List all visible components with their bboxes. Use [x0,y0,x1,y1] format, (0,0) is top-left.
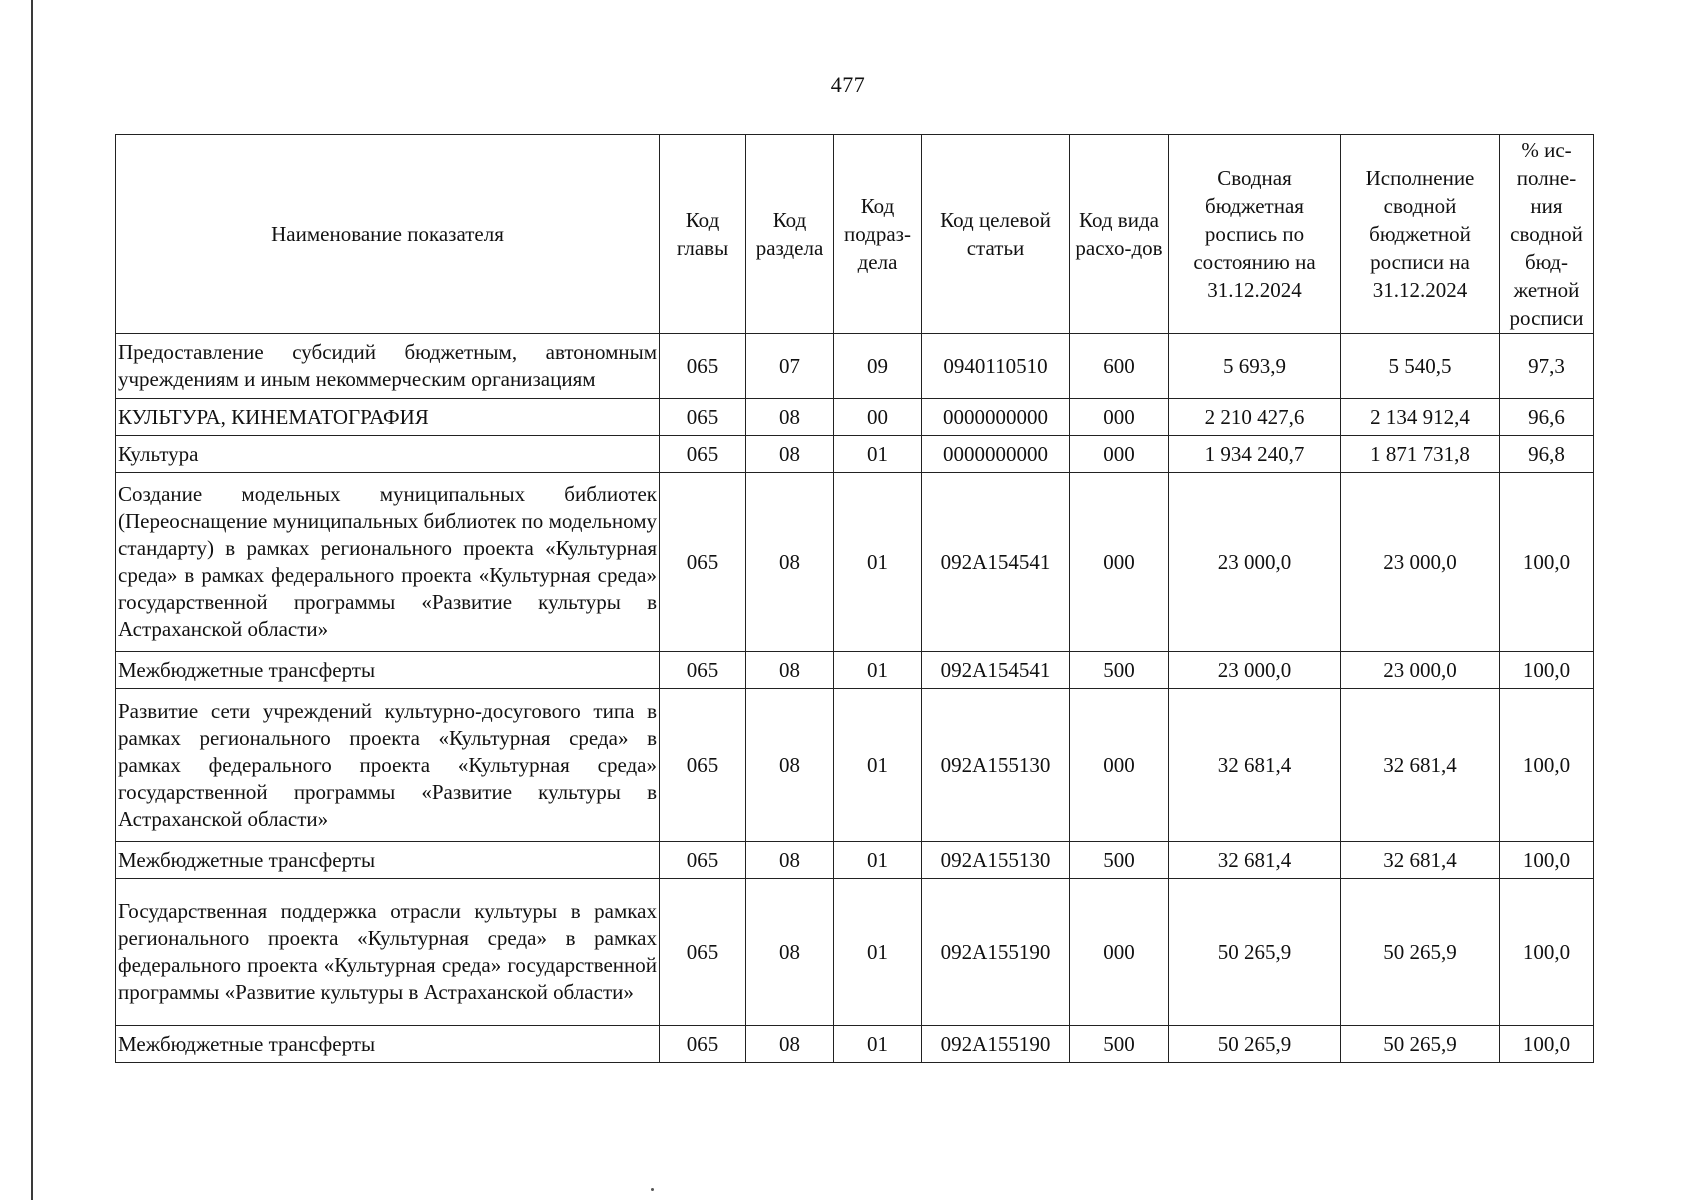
row-budget: 32 681,4 [1169,689,1341,842]
row-type: 600 [1070,334,1169,399]
header-execution: Исполнение сводной бюджетной росписи на 31.12.2024 [1341,135,1500,334]
row-section: 08 [746,842,834,879]
row-budget: 32 681,4 [1169,842,1341,879]
header-subsection-code: Код подраз-дела [834,135,922,334]
table-row [116,399,1594,436]
table-row [116,842,1594,879]
page-number: 477 [830,72,866,97]
header-target-code: Код целевой статьи [922,135,1070,334]
header-name: Наименование показателя [116,135,660,334]
row-name: Межбюджетные трансферты [116,652,660,689]
row-subsection: 01 [834,473,922,652]
row-type: 500 [1070,1026,1169,1063]
row-execution: 1 871 731,8 [1341,436,1500,473]
row-target: 092A155130 [922,689,1070,842]
row-subsection: 01 [834,652,922,689]
header-percent: % ис-полне-ния сводной бюд-жетной росписи [1500,135,1594,334]
row-type: 000 [1070,689,1169,842]
row-execution: 32 681,4 [1341,842,1500,879]
row-chapter: 065 [660,652,746,689]
row-percent: 100,0 [1500,879,1594,1026]
table-header-row [116,135,1594,334]
row-section: 08 [746,1026,834,1063]
row-subsection: 01 [834,689,922,842]
row-subsection: 01 [834,1026,922,1063]
header-section-code: Код раздела [746,135,834,334]
row-section: 08 [746,879,834,1026]
row-type: 000 [1070,879,1169,1026]
row-execution: 32 681,4 [1341,689,1500,842]
row-execution: 5 540,5 [1341,334,1500,399]
row-chapter: 065 [660,842,746,879]
row-target: 092A154541 [922,473,1070,652]
row-name: КУЛЬТУРА, КИНЕМАТОГРАФИЯ [116,399,660,436]
row-target: 092A155190 [922,879,1070,1026]
row-section: 08 [746,399,834,436]
row-percent: 97,3 [1500,334,1594,399]
row-subsection: 09 [834,334,922,399]
row-name: Межбюджетные трансферты [116,1026,660,1063]
row-name: Государственная поддержка отрасли культуры в рамках регионального проекта «Культурная среда» в рамках федерального проекта «Культурная среда» государственной программы «Развитие культуры в Астраханской области» [116,879,660,1026]
row-percent: 96,6 [1500,399,1594,436]
row-percent: 100,0 [1500,473,1594,652]
row-chapter: 065 [660,473,746,652]
header-chapter-code: Код главы [660,135,746,334]
row-target: 0000000000 [922,399,1070,436]
row-budget: 2 210 427,6 [1169,399,1341,436]
row-target: 0000000000 [922,436,1070,473]
row-subsection: 00 [834,399,922,436]
row-section: 08 [746,473,834,652]
row-budget: 23 000,0 [1169,652,1341,689]
table-row [116,334,1594,399]
row-type: 000 [1070,399,1169,436]
table-row [116,473,1594,652]
row-budget: 5 693,9 [1169,334,1341,399]
row-chapter: 065 [660,689,746,842]
scan-margin-line [31,0,33,1200]
row-chapter: 065 [660,879,746,1026]
row-section: 08 [746,652,834,689]
row-name: Развитие сети учреждений культурно-досугового типа в рамках регионального проекта «Культурная среда» в рамках федерального проекта «Культурная среда» государственной программы «Развитие культуры в Астраханской области» [116,689,660,842]
row-section: 07 [746,334,834,399]
row-budget: 50 265,9 [1169,1026,1341,1063]
row-target: 092A154541 [922,652,1070,689]
row-target: 092A155130 [922,842,1070,879]
row-percent: 100,0 [1500,689,1594,842]
table-row [116,652,1594,689]
row-target: 0940110510 [922,334,1070,399]
row-percent: 100,0 [1500,652,1594,689]
row-execution: 2 134 912,4 [1341,399,1500,436]
table-row [116,689,1594,842]
row-chapter: 065 [660,436,746,473]
row-execution: 23 000,0 [1341,652,1500,689]
table-row [116,436,1594,473]
row-subsection: 01 [834,436,922,473]
header-summary-budget: Сводная бюджетная роспись по состоянию на 31.12.2024 [1169,135,1341,334]
row-chapter: 065 [660,334,746,399]
row-type: 000 [1070,473,1169,652]
scan-speck [651,1188,654,1191]
table-row [116,1026,1594,1063]
row-type: 000 [1070,436,1169,473]
row-percent: 100,0 [1500,1026,1594,1063]
row-section: 08 [746,689,834,842]
row-chapter: 065 [660,1026,746,1063]
row-subsection: 01 [834,879,922,1026]
row-execution: 50 265,9 [1341,1026,1500,1063]
row-budget: 50 265,9 [1169,879,1341,1026]
row-percent: 100,0 [1500,842,1594,879]
row-type: 500 [1070,842,1169,879]
row-budget: 23 000,0 [1169,473,1341,652]
row-percent: 96,8 [1500,436,1594,473]
row-subsection: 01 [834,842,922,879]
table-row [116,879,1594,1026]
row-name: Межбюджетные трансферты [116,842,660,879]
row-target: 092A155190 [922,1026,1070,1063]
row-budget: 1 934 240,7 [1169,436,1341,473]
row-execution: 23 000,0 [1341,473,1500,652]
row-type: 500 [1070,652,1169,689]
row-section: 08 [746,436,834,473]
row-name: Культура [116,436,660,473]
budget-execution-table [115,134,1594,1063]
row-execution: 50 265,9 [1341,879,1500,1026]
row-chapter: 065 [660,399,746,436]
row-name: Создание модельных муниципальных библиотек (Переоснащение муниципальных библиотек по модельному стандарту) в рамках регионального проекта «Культурная среда» в рамках федерального проекта «Культурная среда» государственной программы «Развитие культуры в Астраханской области» [116,473,660,652]
header-expense-type: Код вида расхо-дов [1070,135,1169,334]
row-name: Предоставление субсидий бюджетным, автономным учреждениям и иным некоммерческим организациям [116,334,660,399]
